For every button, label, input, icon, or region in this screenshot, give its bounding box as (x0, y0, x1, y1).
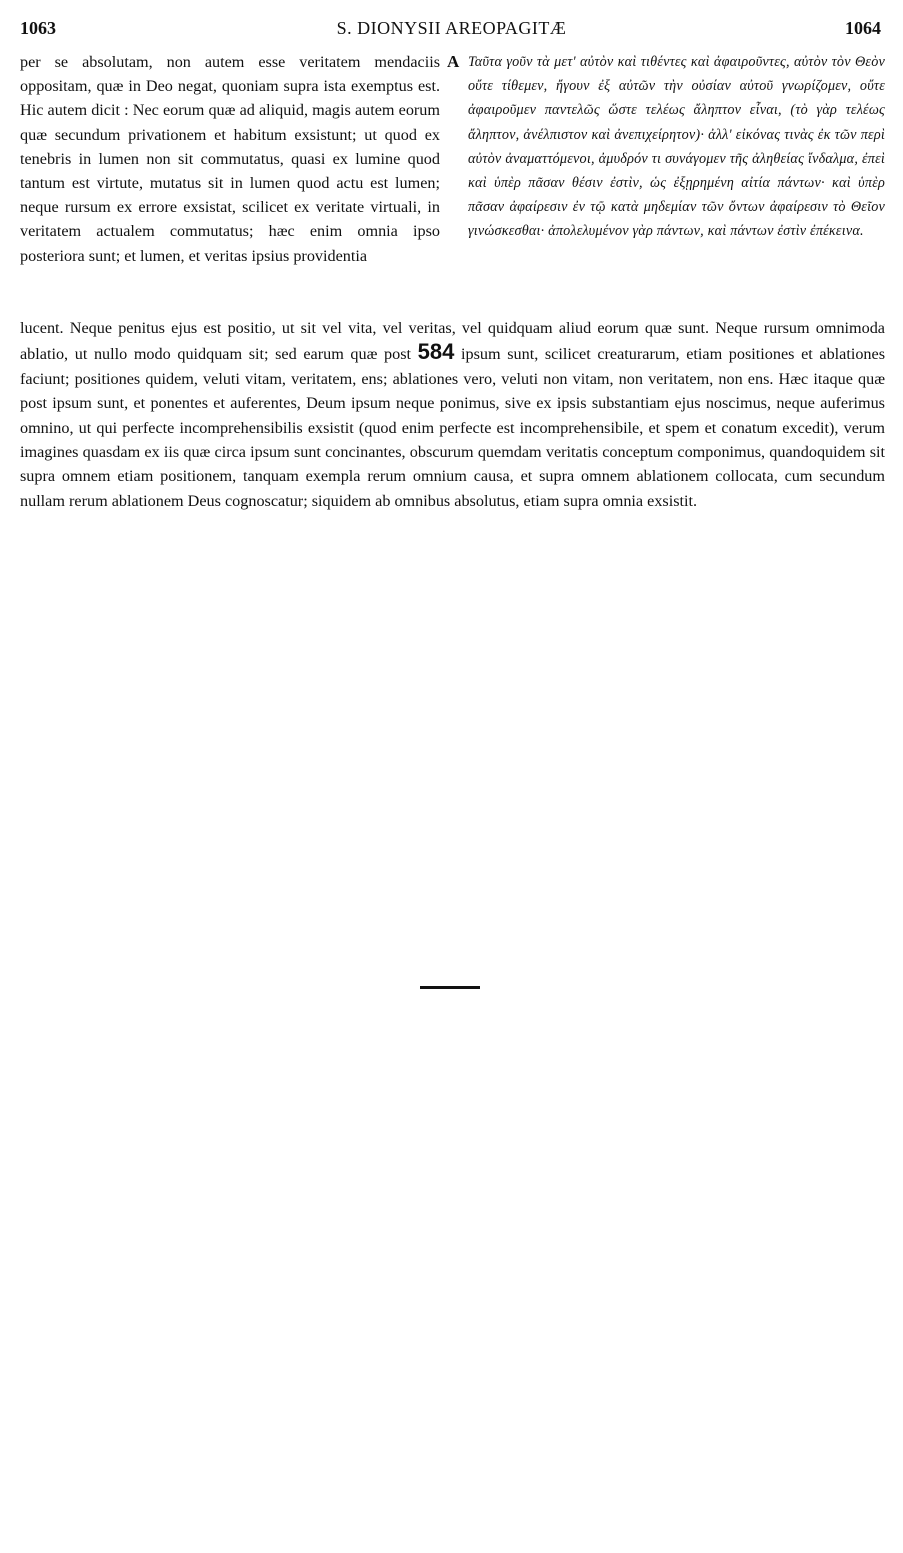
paragraph-text-start: lucent. Neque penitus ejus est positio, ut sit vel vita, vel veritas, vel quidquam aliud eorum quæ sunt. Neque rursum omnimoda ablatio, ut nullo modo quidquam sit; sed earum quæ post (20, 319, 885, 364)
margin-marker: A (447, 52, 460, 71)
two-column-block (20, 50, 885, 312)
running-head: S. DIONYSII AREOPAGITÆ (336, 18, 567, 38)
greek-column-text: Ταῦτα γοῦν τὰ μετ' αὐτὸν καὶ τιθέντες καὶ ἀφαιροῦντες, αὐτὸν τὸν Θεὸν οὔτε τίθεμεν, ἤγουν ἐξ αὐτῶν τὴν οὐσίαν αὐτοῦ γνωρίζομεν, οὔτε ἀφαιροῦμεν παντελῶς ὥστε τελέως ἄληπτον εἶναι, (τὸ γὰρ τελέως ἄληπτον, ἀνέλπιστον καὶ ἀνεπιχείρητον)· ἀλλ' εἰκόνας τινὰς ἐκ τῶν περὶ αὐτὸν ἀναματτόμενοι, ἀμυδρόν τι συνάγομεν τῆς ἀληθείας ἴνδαλμα, ἐπεὶ καὶ ὑπὲρ πᾶσαν θέσιν ἐστὶν, ὡς ἐξῃρημένη αἰτία πάντων· καὶ ὑπὲρ πᾶσαν ἀφαίρεσιν ἐν τῷ κατὰ μηδεμίαν τῶν ὄντων ἀφαίρεσιν τὸ Θεῖον γινώσκεσθαι· ἀπολελυμένον γὰρ πάντων, καὶ πάντων ἐστὶν ἐπέκεινα. (468, 54, 885, 240)
end-rule (420, 986, 480, 989)
page-header (0, 18, 903, 44)
latin-column-text: per se absolutam, non autem esse veritatem mendaciis oppositam, quæ in Deo negat, quoniam supra ista exemptus est. Hic autem dicit : Nec eorum quæ ad aliquid, magis autem eorum quæ secundum privationem et habitum exsistunt; ut quod ex tenebris in lumen non sit commutatus, quasi ex lumine quod tantum est virtute, mutatus sit in lumen quod actu est lumen; neque rursum ex errore exsistat, scilicet ex veritate virtuali, in veritatem actualem commutatus; hæc enim omnia ipso posteriora sunt; et lumen, et veritas ipsius providentia (20, 53, 440, 265)
column-number: 584 (417, 339, 455, 365)
page-number-left: 1063 (20, 18, 56, 38)
full-width-paragraph (20, 316, 885, 513)
page-number-right: 1064 (845, 18, 881, 38)
paragraph-text-end: ipsum sunt, scilicet creaturarum, etiam positiones et ablationes faciunt; positiones quidem, veluti vitam, veritatem, ens; ablationes vero, veluti non vitam, non veritatem, non ens. Hæc itaque quæ post ipsum sunt, et ponentes et auferentes, Deum ipsum neque ponimus, sive ex ipsis substantiam ejus noscimus, neque auferimus omnino, ut qui perfecte incomprehensibilis exsistit (quod enim perfecte est incomprehensibile, et spem et conatum excedit), verum imagines quasdam ex iis quæ circa ipsum sunt concinantes, obscurum quemdam veritatis conceptum componimus, quandoquidem sit supra omnem etiam positionem, tanquam exempla rerum omnium causa, et supra omnem ablationem collocata, cum secundum nullam rerum ablationem Deus cognoscatur; siquidem ab omnibus absolutus, etiam supra omnia exsistit. (20, 345, 886, 510)
